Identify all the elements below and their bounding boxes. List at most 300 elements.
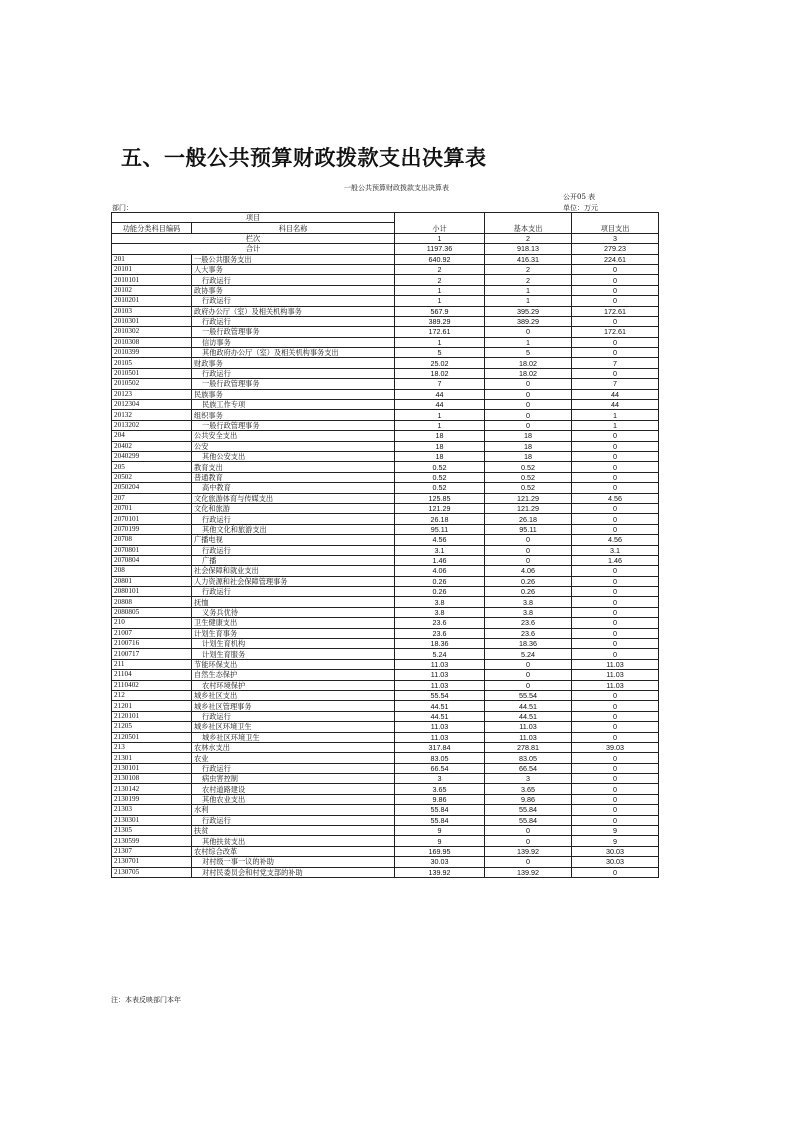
row-basic: 18: [485, 451, 572, 461]
row-subject-name: 行政运行: [192, 296, 395, 306]
row-basic: 23.6: [485, 618, 572, 628]
row-project: 0: [572, 711, 659, 721]
row-project: 11.03: [572, 659, 659, 669]
row-code: 210: [112, 618, 192, 628]
row-subject-name: 其他公安支出: [192, 451, 395, 461]
row-subtotal: 139.92: [395, 867, 485, 877]
row-basic: 395.29: [485, 306, 572, 316]
row-code: 20502: [112, 472, 192, 482]
table-row: [112, 607, 659, 617]
row-subject-name: 水利: [192, 805, 395, 815]
row-project: 1.46: [572, 555, 659, 565]
row-code: 2130108: [112, 774, 192, 784]
row-code: 2010301: [112, 316, 192, 326]
row-project: 0: [572, 649, 659, 659]
row-subtotal: 44.51: [395, 711, 485, 721]
total-basic: 918.13: [485, 244, 572, 254]
row-code: 20102: [112, 285, 192, 295]
table-row: [112, 846, 659, 856]
row-basic: 1: [485, 285, 572, 295]
row-code: 2013202: [112, 420, 192, 430]
row-code: 204: [112, 431, 192, 441]
row-subject-name: 行政运行: [192, 763, 395, 773]
row-code: 21205: [112, 722, 192, 732]
row-project: 0: [572, 597, 659, 607]
row-code: 21307: [112, 846, 192, 856]
row-subtotal: 5.24: [395, 649, 485, 659]
table-row: [112, 732, 659, 742]
row-project: 0: [572, 462, 659, 472]
row-basic: 0: [485, 670, 572, 680]
row-basic: 0.52: [485, 483, 572, 493]
row-basic: 18.02: [485, 368, 572, 378]
row-project: 30.03: [572, 857, 659, 867]
row-subject-name: 城乡社区支出: [192, 690, 395, 700]
row-subtotal: 389.29: [395, 316, 485, 326]
row-basic: 66.54: [485, 763, 572, 773]
row-subject-name: 行政运行: [192, 316, 395, 326]
row-project: 0: [572, 316, 659, 326]
row-subject-name: 一般行政管理事务: [192, 420, 395, 430]
row-subject-name: 计划生育机构: [192, 639, 395, 649]
row-subtotal: 44: [395, 400, 485, 410]
row-code: 2012304: [112, 400, 192, 410]
expenditure-table: [111, 212, 659, 878]
row-subtotal: 0.52: [395, 483, 485, 493]
row-code: 2130101: [112, 763, 192, 773]
row-subtotal: 2: [395, 264, 485, 274]
row-subject-name: 计划生育服务: [192, 649, 395, 659]
row-code: 212: [112, 690, 192, 700]
table-row: [112, 763, 659, 773]
row-project: 0: [572, 639, 659, 649]
row-code: 21007: [112, 628, 192, 638]
table-row: [112, 410, 659, 420]
row-code: 20105: [112, 358, 192, 368]
row-code: 20708: [112, 535, 192, 545]
row-project: 0: [572, 763, 659, 773]
row-basic: 139.92: [485, 867, 572, 877]
row-code: 2130142: [112, 784, 192, 794]
column-index-row: [112, 233, 659, 243]
row-basic: 389.29: [485, 316, 572, 326]
table-row: [112, 514, 659, 524]
row-code: 213: [112, 742, 192, 752]
row-project: 0: [572, 722, 659, 732]
section-title: 五、一般公共预算财政拨款支出决算表: [121, 146, 487, 170]
row-code: 205: [112, 462, 192, 472]
row-code: 2130701: [112, 857, 192, 867]
row-subject-name: 文化旅游体育与传媒支出: [192, 493, 395, 503]
row-code: 21303: [112, 805, 192, 815]
row-subtotal: 0.52: [395, 462, 485, 472]
row-subtotal: 66.54: [395, 763, 485, 773]
row-subject-name: 行政运行: [192, 514, 395, 524]
row-code: 2100716: [112, 639, 192, 649]
row-project: 9: [572, 826, 659, 836]
row-basic: 0: [485, 379, 572, 389]
row-project: 11.03: [572, 670, 659, 680]
row-subject-name: 行政运行: [192, 815, 395, 825]
row-subtotal: 317.84: [395, 742, 485, 752]
row-subtotal: 4.06: [395, 566, 485, 576]
table-row: [112, 826, 659, 836]
table-row: [112, 472, 659, 482]
row-subtotal: 18: [395, 441, 485, 451]
row-basic: 3.65: [485, 784, 572, 794]
column-index-2: 2: [485, 233, 572, 243]
table-row: [112, 784, 659, 794]
row-code: 21104: [112, 670, 192, 680]
row-basic: 5: [485, 348, 572, 358]
row-project: 0: [572, 483, 659, 493]
table-row: [112, 649, 659, 659]
row-subtotal: 23.6: [395, 618, 485, 628]
row-subject-name: 人大事务: [192, 264, 395, 274]
row-subtotal: 23.6: [395, 628, 485, 638]
table-row: [112, 701, 659, 711]
row-subject-name: 行政运行: [192, 545, 395, 555]
row-subtotal: 11.03: [395, 670, 485, 680]
row-basic: 3.8: [485, 607, 572, 617]
table-row: [112, 316, 659, 326]
row-subtotal: 3.8: [395, 607, 485, 617]
row-basic: 26.18: [485, 514, 572, 524]
row-code: 2130705: [112, 867, 192, 877]
row-basic: 139.92: [485, 846, 572, 856]
row-subject-name: 民族事务: [192, 389, 395, 399]
row-project: 4.56: [572, 493, 659, 503]
row-subtotal: 1: [395, 296, 485, 306]
row-subtotal: 18.02: [395, 368, 485, 378]
row-code: 2080805: [112, 607, 192, 617]
row-basic: 3.8: [485, 597, 572, 607]
row-subtotal: 18: [395, 451, 485, 461]
row-subject-name: 行政运行: [192, 368, 395, 378]
table-row: [112, 389, 659, 399]
table-note: 注：本表反映部门本年: [111, 996, 181, 1004]
row-basic: 4.06: [485, 566, 572, 576]
header-subject-name: 科目名称: [192, 223, 395, 233]
row-subject-name: 其他农业支出: [192, 794, 395, 804]
row-project: 0: [572, 441, 659, 451]
row-project: 4.56: [572, 535, 659, 545]
row-basic: 0: [485, 400, 572, 410]
row-basic: 44.51: [485, 711, 572, 721]
row-subject-name: 对村级一事一议的补助: [192, 857, 395, 867]
row-subtotal: 125.85: [395, 493, 485, 503]
row-subtotal: 3.65: [395, 784, 485, 794]
table-row: [112, 722, 659, 732]
row-code: 2070801: [112, 545, 192, 555]
row-subject-name: 其他扶贫支出: [192, 836, 395, 846]
row-project: 0: [572, 503, 659, 513]
table-row: [112, 639, 659, 649]
table-row: [112, 774, 659, 784]
row-project: 0: [572, 275, 659, 285]
row-subtotal: 44: [395, 389, 485, 399]
table-body: [112, 254, 659, 877]
row-code: 20701: [112, 503, 192, 513]
table-row: [112, 306, 659, 316]
row-basic: 1: [485, 296, 572, 306]
row-subtotal: 121.29: [395, 503, 485, 513]
row-project: 44: [572, 400, 659, 410]
row-basic: 0.26: [485, 576, 572, 586]
row-project: 0: [572, 431, 659, 441]
row-subject-name: 政府办公厅（室）及相关机构事务: [192, 306, 395, 316]
row-subject-name: 农业: [192, 753, 395, 763]
table-row: [112, 742, 659, 752]
row-project: 172.61: [572, 306, 659, 316]
row-basic: 55.54: [485, 690, 572, 700]
row-code: 2010502: [112, 379, 192, 389]
row-basic: 55.84: [485, 805, 572, 815]
row-project: 0: [572, 451, 659, 461]
row-subtotal: 169.95: [395, 846, 485, 856]
row-subtotal: 18: [395, 431, 485, 441]
row-code: 2010201: [112, 296, 192, 306]
column-index-1: 1: [395, 233, 485, 243]
row-subject-name: 卫生健康支出: [192, 618, 395, 628]
row-subtotal: 3: [395, 774, 485, 784]
row-code: 211: [112, 659, 192, 669]
row-subtotal: 0.26: [395, 576, 485, 586]
row-basic: 18: [485, 431, 572, 441]
row-subtotal: 11.03: [395, 659, 485, 669]
table-row: [112, 867, 659, 877]
row-code: 2010501: [112, 368, 192, 378]
row-subtotal: 0.26: [395, 587, 485, 597]
row-code: 21201: [112, 701, 192, 711]
row-subtotal: 1: [395, 285, 485, 295]
total-label: 合计: [112, 244, 395, 254]
row-subtotal: 7: [395, 379, 485, 389]
row-code: 20402: [112, 441, 192, 451]
row-subtotal: 11.03: [395, 680, 485, 690]
row-project: 0: [572, 774, 659, 784]
row-project: 3.1: [572, 545, 659, 555]
row-project: 0: [572, 607, 659, 617]
row-project: 0: [572, 337, 659, 347]
row-code: 208: [112, 566, 192, 576]
header-item: 项目: [112, 213, 395, 223]
row-subject-name: 病虫害控制: [192, 774, 395, 784]
row-basic: 0: [485, 545, 572, 555]
table-row: [112, 285, 659, 295]
row-subtotal: 567.9: [395, 306, 485, 316]
row-project: 0: [572, 285, 659, 295]
row-project: 0: [572, 701, 659, 711]
department-label: 部门：: [112, 204, 133, 212]
row-basic: 0: [485, 555, 572, 565]
row-project: 0: [572, 732, 659, 742]
row-subject-name: 财政事务: [192, 358, 395, 368]
row-basic: 1: [485, 337, 572, 347]
row-subject-name: 节能环保支出: [192, 659, 395, 669]
row-project: 0: [572, 587, 659, 597]
row-project: 7: [572, 379, 659, 389]
table-row: [112, 264, 659, 274]
row-subject-name: 广播: [192, 555, 395, 565]
row-subtotal: 9: [395, 836, 485, 846]
table-row: [112, 431, 659, 441]
row-code: 2010101: [112, 275, 192, 285]
row-basic: 11.03: [485, 732, 572, 742]
row-subtotal: 1: [395, 420, 485, 430]
row-basic: 2: [485, 264, 572, 274]
row-subtotal: 44.51: [395, 701, 485, 711]
row-subtotal: 83.05: [395, 753, 485, 763]
row-subtotal: 5: [395, 348, 485, 358]
row-project: 0: [572, 472, 659, 482]
row-basic: 0: [485, 389, 572, 399]
unit-label: 单位：万元: [563, 204, 598, 212]
row-subtotal: 1.46: [395, 555, 485, 565]
row-basic: 0: [485, 826, 572, 836]
row-subject-name: 扶贫: [192, 826, 395, 836]
row-subtotal: 0.52: [395, 472, 485, 482]
row-subject-name: 义务兵优待: [192, 607, 395, 617]
row-basic: 121.29: [485, 503, 572, 513]
row-subject-name: 其他文化和旅游支出: [192, 524, 395, 534]
row-code: 201: [112, 254, 192, 264]
row-subtotal: 9: [395, 826, 485, 836]
table-row: [112, 576, 659, 586]
header-project: 项目支出: [572, 213, 659, 234]
row-project: 0: [572, 296, 659, 306]
row-subtotal: 30.03: [395, 857, 485, 867]
row-project: 0: [572, 690, 659, 700]
row-code: 2070199: [112, 524, 192, 534]
table-row: [112, 379, 659, 389]
row-basic: 0: [485, 410, 572, 420]
row-basic: 11.03: [485, 722, 572, 732]
row-basic: 0.52: [485, 472, 572, 482]
row-subtotal: 11.03: [395, 732, 485, 742]
table-row: [112, 493, 659, 503]
table-row: [112, 400, 659, 410]
table-row: [112, 680, 659, 690]
row-basic: 0: [485, 857, 572, 867]
row-project: 1: [572, 420, 659, 430]
row-subtotal: 55.84: [395, 815, 485, 825]
row-project: 0: [572, 514, 659, 524]
table-row: [112, 535, 659, 545]
table-row: [112, 296, 659, 306]
row-basic: 9.86: [485, 794, 572, 804]
row-code: 2100717: [112, 649, 192, 659]
row-code: 20101: [112, 264, 192, 274]
row-subject-name: 自然生态保护: [192, 670, 395, 680]
row-subtotal: 55.84: [395, 805, 485, 815]
table-row: [112, 327, 659, 337]
table-row: [112, 566, 659, 576]
table-row: [112, 587, 659, 597]
row-basic: 18.36: [485, 639, 572, 649]
row-subject-name: 民族工作专项: [192, 400, 395, 410]
row-subject-name: 城乡社区管理事务: [192, 701, 395, 711]
row-subtotal: 9.86: [395, 794, 485, 804]
row-project: 11.03: [572, 680, 659, 690]
row-subject-name: 公共安全支出: [192, 431, 395, 441]
row-subtotal: 95.11: [395, 524, 485, 534]
table-row: [112, 794, 659, 804]
row-code: 2130301: [112, 815, 192, 825]
row-subtotal: 1: [395, 337, 485, 347]
row-subtotal: 55.54: [395, 690, 485, 700]
row-basic: 3: [485, 774, 572, 784]
row-subject-name: 一般行政管理事务: [192, 379, 395, 389]
row-project: 1: [572, 410, 659, 420]
table-row: [112, 358, 659, 368]
column-index-3: 3: [572, 233, 659, 243]
row-project: 0: [572, 368, 659, 378]
row-subtotal: 25.02: [395, 358, 485, 368]
table-row: [112, 815, 659, 825]
row-project: 0: [572, 805, 659, 815]
table-row: [112, 628, 659, 638]
row-basic: 44.51: [485, 701, 572, 711]
row-code: 20808: [112, 597, 192, 607]
column-index-label: 栏次: [112, 233, 395, 243]
row-code: 2070804: [112, 555, 192, 565]
table-row: [112, 857, 659, 867]
row-project: 0: [572, 753, 659, 763]
table-row: [112, 524, 659, 534]
row-project: 0: [572, 524, 659, 534]
table-row: [112, 545, 659, 555]
row-project: 9: [572, 836, 659, 846]
table-row: [112, 555, 659, 565]
row-subject-name: 行政运行: [192, 587, 395, 597]
row-subtotal: 172.61: [395, 327, 485, 337]
table-row: [112, 503, 659, 513]
table-row: [112, 659, 659, 669]
row-subtotal: 1: [395, 410, 485, 420]
row-basic: 23.6: [485, 628, 572, 638]
table-row: [112, 690, 659, 700]
table-row: [112, 836, 659, 846]
row-project: 0: [572, 867, 659, 877]
row-project: 44: [572, 389, 659, 399]
row-project: 0: [572, 618, 659, 628]
row-basic: 0.52: [485, 462, 572, 472]
row-code: 2120101: [112, 711, 192, 721]
row-subject-name: 抚恤: [192, 597, 395, 607]
row-subject-name: 普通教育: [192, 472, 395, 482]
table-row: [112, 711, 659, 721]
row-project: 30.03: [572, 846, 659, 856]
row-code: 20132: [112, 410, 192, 420]
row-subtotal: 3.8: [395, 597, 485, 607]
table-row: [112, 441, 659, 451]
row-basic: 278.81: [485, 742, 572, 752]
row-subject-name: 高中教育: [192, 483, 395, 493]
row-subject-name: 农村综合改革: [192, 846, 395, 856]
row-basic: 0: [485, 535, 572, 545]
row-subject-name: 行政运行: [192, 275, 395, 285]
row-subject-name: 文化和旅游: [192, 503, 395, 513]
table-row: [112, 805, 659, 815]
table-row: [112, 275, 659, 285]
table-row: [112, 420, 659, 430]
row-basic: 0: [485, 659, 572, 669]
row-basic: 0: [485, 836, 572, 846]
row-project: 172.61: [572, 327, 659, 337]
row-subtotal: 3.1: [395, 545, 485, 555]
row-code: 2050204: [112, 483, 192, 493]
